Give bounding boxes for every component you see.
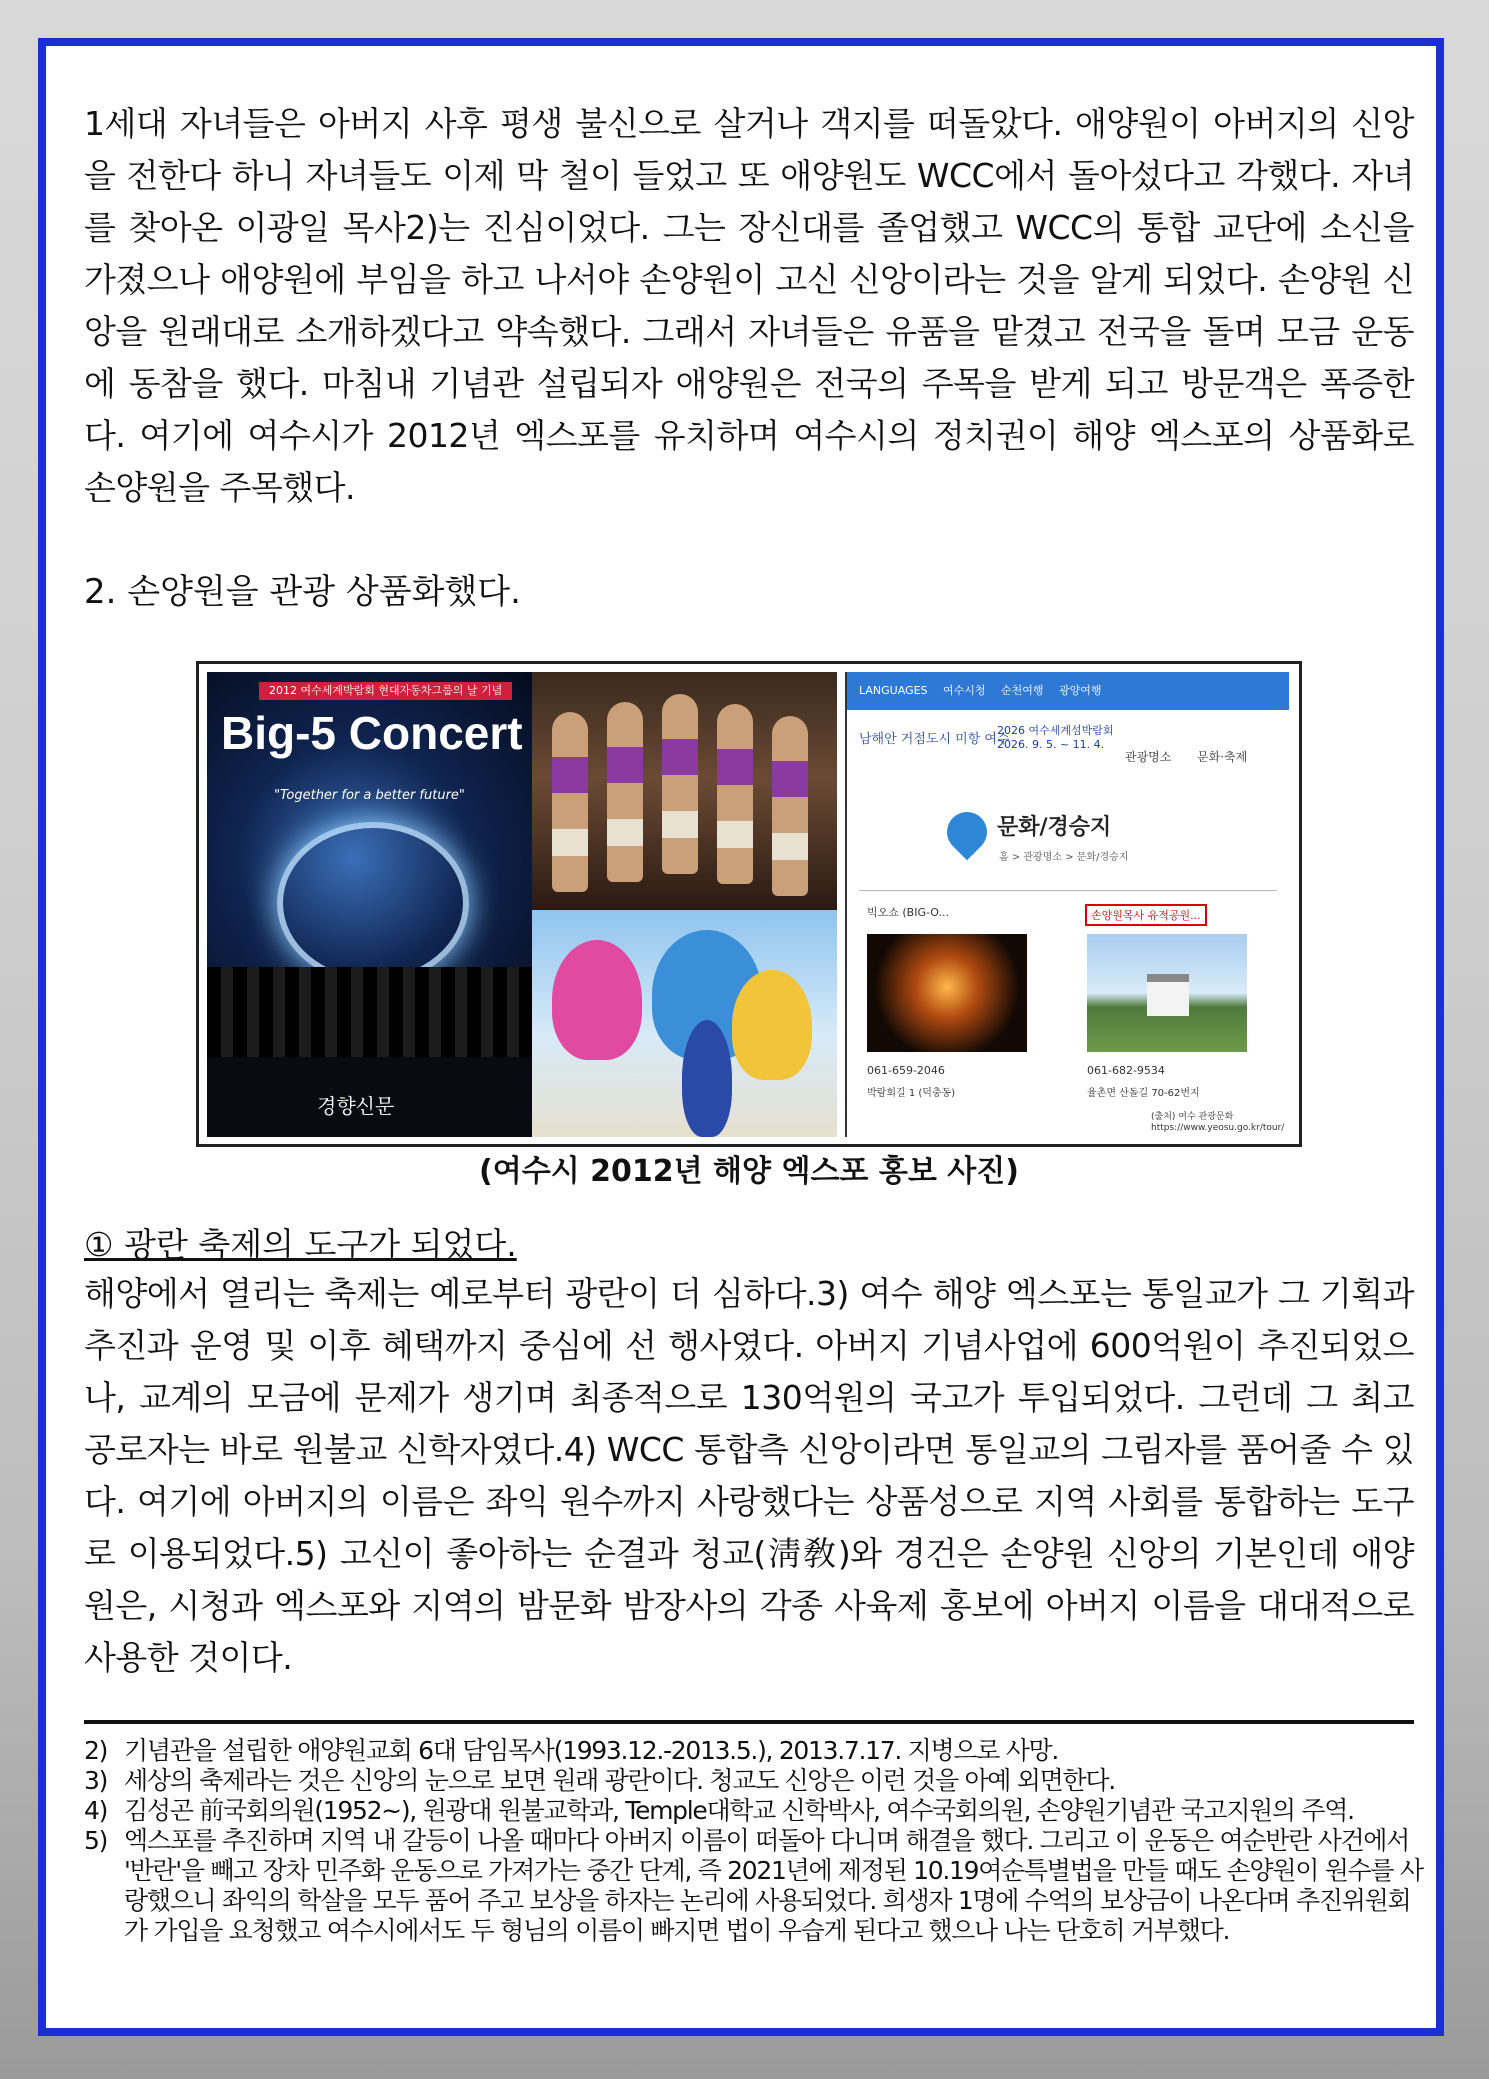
- poster-slogan: "Together for a better future": [274, 788, 465, 803]
- costume-feathers: [552, 940, 642, 1060]
- memorial-church-thumbnail[interactable]: [1087, 934, 1247, 1052]
- breadcrumb: 홈 > 관광명소 > 문화/경승지: [999, 852, 1129, 863]
- document-page: [38, 38, 1444, 2036]
- footnote-rule: [84, 1720, 1414, 1724]
- footnote-text: 엑스포를 추진하며 지역 내 갈등이 나올 때마다 아버지 이름이 떠돌아 다니며 해결을 했다. 그리고 이 운동은 여순반란 사건에서 '반란'을 빼고 장차 민주화 운동으로 가져가는 중간 단계, 즉 2021년에 제정된 10.19여순특별법을 만들 때도 손양원이 원수를 사랑했으니 좌익의 학살을 모두 품어 주고 보상을 하자는 논리에 사용되었다. 희생자 1명에 수억의 보상금이 나온다며 추진위원회가 가입을 요청했고 여수시에서도 두 형님의 이름이 빠지면 법이 우습게 된다고 했으나 나는 단호히 거부했다.: [124, 1826, 1423, 1945]
- expo-promo-figure: [196, 661, 1302, 1147]
- website-source: (출처) 여수 관광문화 https://www.yeosu.go.kr/tour/: [1151, 1112, 1285, 1133]
- footnote: [84, 1826, 1424, 1946]
- dancer-figure: [607, 702, 643, 882]
- nav-suncheon[interactable]: 순천여행: [1001, 684, 1044, 697]
- footnote: [84, 1766, 1424, 1796]
- paragraph-1: 1세대 자녀들은 아버지 사후 평생 불신으로 살거나 객지를 떠돌았다. 애양원이 아버지의 신앙을 전한다 하니 자녀들도 이제 막 철이 들었고 또 애양원도 WCC에서 돌아섰다고 각했다. 자녀를 찾아온 이광일 목사2)는 진심이었다. 그는 장신대를 졸업했고 WCC의 통합 교단에 소신을 가졌으나 애양원에 부임을 하고 나서야 손양원이 고신 신앙이라는 것을 알게 되었다. 손양원 신앙을 원래대로 소개하겠다고 약속했다. 그래서 자녀들은 유품을 맡겼고 전국을 돌며 모금 운동에 동참을 했다. 마침내 기념관 설립되자 애양원은 전국의 주목을 받게 되고 방문객은 폭증한다. 여기에 여수시가 2012년 엑스포를 유치하며 여수시의 정치권이 해양 엑스포의 상품화로 손양원을 주목했다.: [84, 104, 1414, 507]
- figure-caption: (여수시 2012년 해양 엑스포 홍보 사진): [479, 1154, 1019, 1189]
- costume-feathers: [732, 970, 812, 1080]
- address-bigo: 박람회길 1 (덕충동): [867, 1088, 956, 1099]
- poster-title: Big-5 Concert: [221, 707, 523, 759]
- footnote-text: 김성곤 前국회의원(1952~), 원광대 원불교학과, Temple대학교 신학박사, 여수국회의원, 손양원기념관 국고지원의 주역.: [124, 1796, 1354, 1825]
- card-title-bigo[interactable]: 빅오쇼 (BIG-O...: [867, 906, 949, 919]
- footnote-number: 5): [84, 1826, 108, 1855]
- bigo-ring-graphic: [277, 822, 469, 984]
- footnote-number: 2): [84, 1736, 108, 1765]
- footnote-text: 세상의 축제라는 것은 신앙의 눈으로 보면 원래 광란이다. 청교도 신앙은 이런 것을 아예 외면한다.: [124, 1766, 1115, 1795]
- nav-cityhall[interactable]: 여수시청: [943, 684, 986, 697]
- footnote-number: 4): [84, 1796, 108, 1825]
- poster-tag: 2012 여수세계박람회 현대자동차그룹의 날 기념: [259, 682, 512, 700]
- tourism-website-screenshot: [845, 672, 1289, 1137]
- expo-dates: 2026. 9. 5. ~ 11. 4.: [997, 738, 1105, 751]
- concert-poster-image: [207, 672, 532, 1137]
- bigo-show-thumbnail[interactable]: [867, 934, 1027, 1052]
- dancers-photo: [532, 672, 837, 910]
- expo-logo: [997, 724, 1114, 752]
- yeosu-logo: 남해안 거점도시 미항 여수: [859, 732, 1010, 747]
- dancer-figure: [717, 704, 753, 884]
- phone-bigo: 061-659-2046: [867, 1064, 945, 1077]
- carnival-photo: [532, 910, 837, 1137]
- nav-festivals[interactable]: 문화·축제: [1197, 750, 1248, 764]
- nav-gwangyang[interactable]: 광양여행: [1059, 684, 1102, 697]
- nav-attractions[interactable]: 관광명소: [1125, 750, 1172, 764]
- divider: [859, 890, 1277, 891]
- dancer-figure: [682, 1020, 732, 1137]
- footnotes: [84, 1736, 1424, 1946]
- card-title-memorial[interactable]: 손양원목사 유적공원...: [1085, 904, 1207, 926]
- dancer-figure: [662, 694, 698, 874]
- location-pin-icon: [939, 804, 996, 861]
- phone-memorial: 061-682-9534: [1087, 1064, 1165, 1077]
- subheading: ① 광란 축제의 도구가 되었다.: [84, 1225, 517, 1264]
- nav-languages[interactable]: LANGUAGES: [859, 684, 928, 697]
- footnote: [84, 1736, 1424, 1766]
- poster-brand: 경향신문: [317, 1094, 395, 1118]
- footnote-number: 3): [84, 1766, 108, 1795]
- dancer-figure: [552, 712, 588, 892]
- website-heading: 문화/경승지: [997, 815, 1112, 840]
- website-nav-bar: [847, 672, 1289, 710]
- poster-footer: [207, 1057, 532, 1137]
- crowd-silhouette: [207, 967, 532, 1057]
- footnote-text: 기념관을 설립한 애양원교회 6대 담임목사(1993.12.-2013.5.), 2013.7.17. 지병으로 사망.: [124, 1736, 1059, 1765]
- footnote: [84, 1796, 1424, 1826]
- expo-title: 2026 여수세계섬박람회: [997, 724, 1114, 737]
- paragraph-2: 해양에서 열리는 축제는 예로부터 광란이 더 심하다.3) 여수 해양 엑스포는 통일교가 그 기획과 추진과 운영 및 이후 혜택까지 중심에 선 행사였다. 아버지 기념사업에 600억원이 추진되었으나, 교계의 모금에 문제가 생기며 최종적으로 130억원의 국고가 투입되었다. 그런데 그 최고 공로자는 바로 원불교 신학자였다.4) WCC 통합측 신앙이라면 통일교의 그림자를 품어줄 수 있다. 여기에 아버지의 이름은 좌익 원수까지 사랑했다는 상품성으로 지역 사회를 통합하는 도구로 이용되었다.5) 고신이 좋아하는 순결과 청교(淸敎)와 경건은 손양원 신앙의 기본인데 애양원은, 시청과 엑스포와 지역의 밤문화 밤장사의 각종 사육제 홍보에 아버지 이름을 대대적으로 사용한 것이다.: [84, 1274, 1414, 1677]
- dancer-figure: [772, 716, 808, 896]
- address-memorial: 율촌면 산돌길 70-62번지: [1087, 1088, 1200, 1099]
- church-building: [1147, 974, 1189, 1016]
- section-heading: 2. 손양원을 관광 상품화했다.: [84, 572, 521, 612]
